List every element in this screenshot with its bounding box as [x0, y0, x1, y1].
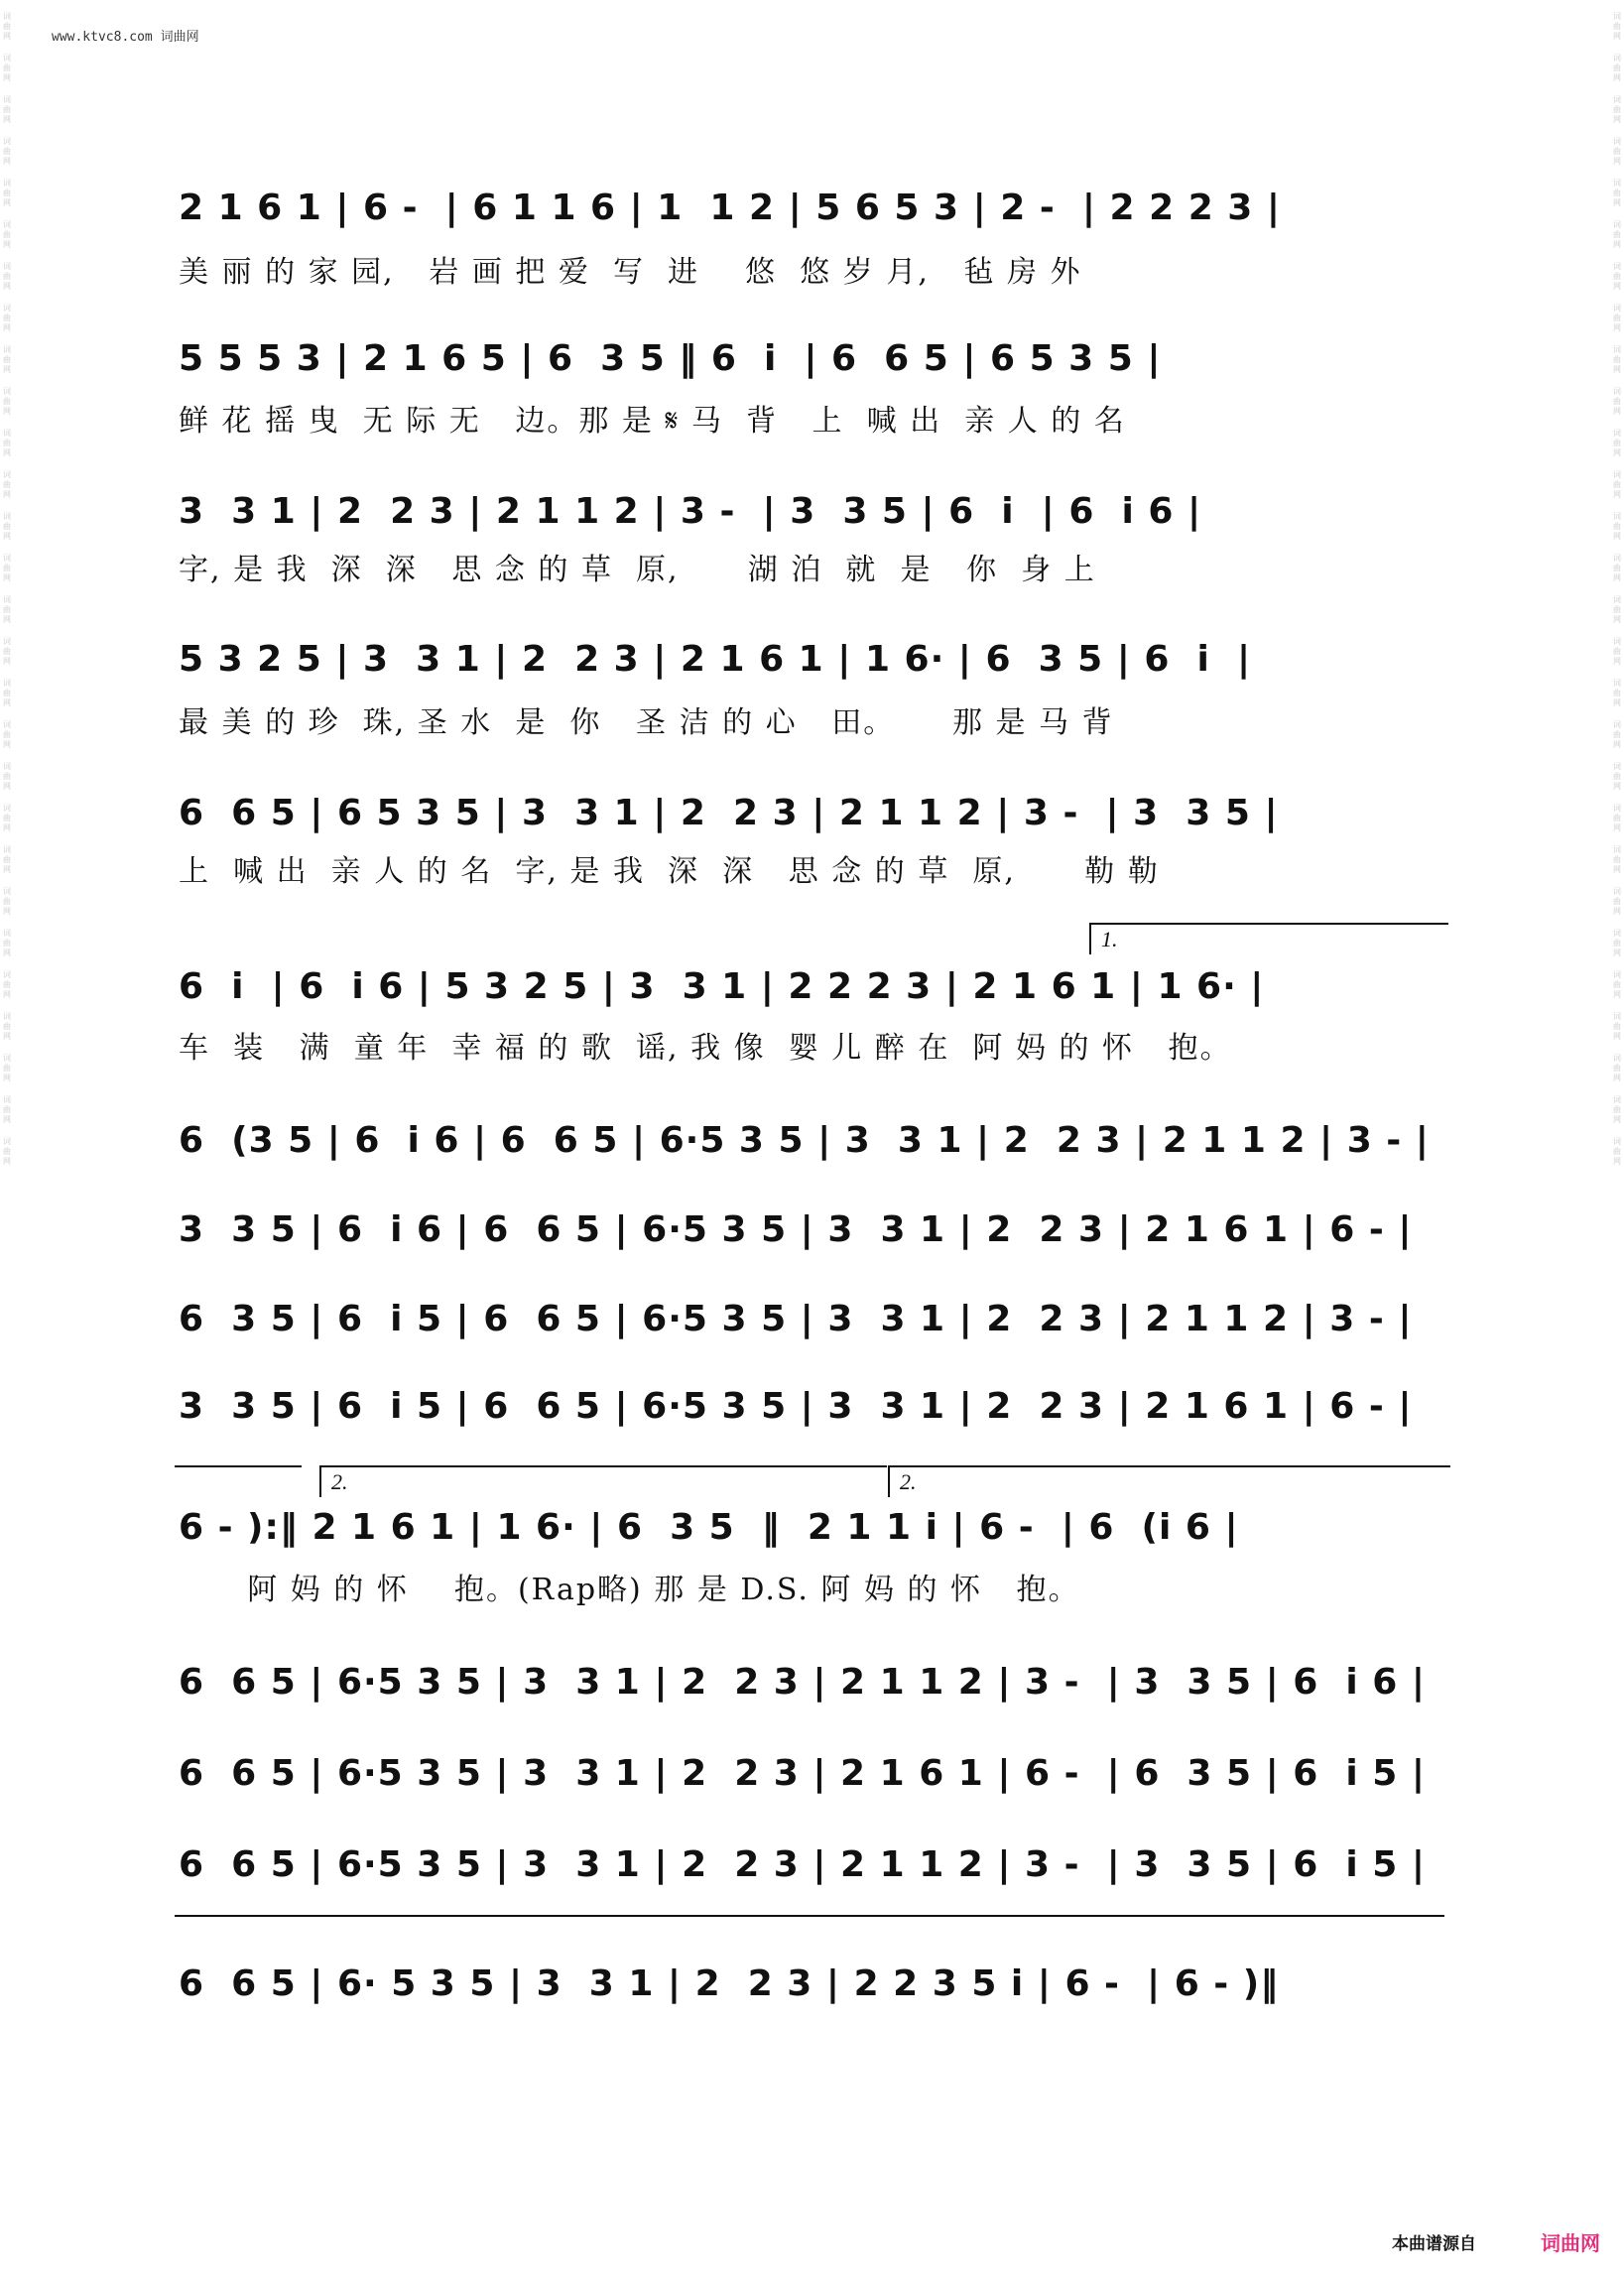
edge-watermark-text: 词曲网 [3, 1054, 11, 1082]
edge-watermark-text: 词曲网 [3, 1137, 11, 1166]
lyrics-row-5: 上 喊 出 亲 人 的 名 字, 是 我 深 深 思 念 的 草 原, 勒 勒 [179, 854, 1160, 889]
notation-row-12: 6 6 5 | 6·5 3 5 | 3 3 1 | 2 2 3 | 2 1 1 2 | 3 - | 3 3 5 | 6 i 6 | [179, 1662, 1426, 1703]
edge-watermark-text: 词曲网 [3, 554, 11, 582]
edge-watermark-text: 词曲网 [3, 220, 11, 249]
notation-row-13: 6 6 5 | 6·5 3 5 | 3 3 1 | 2 2 3 | 2 1 6 1 | 6 - | 6 3 5 | 6 i 5 | [179, 1753, 1426, 1794]
edge-watermark-text: 词曲网 [1613, 762, 1621, 791]
lyrics-row-2: 鲜 花 摇 曳 无 际 无 边。那 是 𝄋 马 背 上 喊 出 亲 人 的 名 [179, 404, 1126, 439]
footer-source-text: 本曲谱源自 [1392, 2234, 1476, 2254]
edge-watermark-text: 词曲网 [3, 262, 11, 291]
edge-watermark-text: 词曲网 [3, 95, 11, 124]
site-url: www.ktvc8.com 词曲网 [52, 30, 199, 45]
edge-watermark-text: 词曲网 [1613, 720, 1621, 749]
edge-watermark-text: 词曲网 [1613, 12, 1621, 41]
notation-row-10: 3 3 5 | 6 i 5 | 6 6 5 | 6·5 3 5 | 3 3 1 | 2 2 3 | 2 1 6 1 | 6 - | [179, 1386, 1413, 1427]
edge-watermark-text: 词曲网 [1613, 262, 1621, 291]
edge-watermark-text: 词曲网 [1613, 929, 1621, 957]
notation-row-11: 6 - ):‖ 2 1 6 1 | 1 6· | 6 3 5 ‖ 2 1 1 i | 6 - | 6 (i 6 | [179, 1507, 1239, 1548]
lyrics-row-6: 车 装 满 童 年 幸 福 的 歌 谣, 我 像 婴 儿 醉 在 阿 妈 的 怀 抱。 [179, 1031, 1232, 1066]
edge-watermark-text: 词曲网 [3, 929, 11, 957]
edge-watermark-text: 词曲网 [1613, 845, 1621, 874]
edge-watermark-text: 词曲网 [3, 304, 11, 332]
edge-watermark-text: 词曲网 [3, 345, 11, 374]
edge-watermark-text: 词曲网 [1613, 95, 1621, 124]
lyrics-row-3: 字, 是 我 深 深 思 念 的 草 原, 湖 泊 就 是 你 身 上 [179, 553, 1096, 587]
edge-watermark-text: 词曲网 [3, 679, 11, 707]
edge-watermark-text: 词曲网 [1613, 595, 1621, 624]
edge-watermark-text: 词曲网 [1613, 470, 1621, 499]
notation-row-6: 6 i | 6 i 6 | 5 3 2 5 | 3 3 1 | 2 2 2 3 | 2 1 6 1 | 1 6· | [179, 966, 1265, 1007]
edge-watermark-text: 词曲网 [1613, 304, 1621, 332]
edge-watermark-text: 词曲网 [1613, 54, 1621, 82]
edge-watermark-text: 词曲网 [1613, 1137, 1621, 1166]
volta-bracket-2b [888, 1465, 1450, 1497]
edge-watermark-text: 词曲网 [3, 179, 11, 207]
edge-watermark-text: 词曲网 [3, 429, 11, 457]
edge-watermark-text: 词曲网 [1613, 387, 1621, 416]
edge-watermark-text: 词曲网 [3, 137, 11, 166]
edge-watermark-text: 词曲网 [3, 720, 11, 749]
edge-watermark-text: 词曲网 [1613, 1054, 1621, 1082]
volta-bracket-2a [319, 1465, 887, 1497]
notation-row-14: 6 6 5 | 6·5 3 5 | 3 3 1 | 2 2 3 | 2 1 1 2 | 3 - | 3 3 5 | 6 i 5 | [179, 1844, 1426, 1885]
edge-watermark-text: 词曲网 [1613, 345, 1621, 374]
lyrics-row-1: 美 丽 的 家 园, 岩 画 把 爱 写 进 悠 悠 岁 月, 毡 房 外 [179, 255, 1082, 290]
edge-watermark-text: 词曲网 [3, 970, 11, 999]
lyrics-row-4: 最 美 的 珍 珠, 圣 水 是 你 圣 洁 的 心 田。 那 是 马 背 [179, 705, 1114, 740]
edge-watermark-text: 词曲网 [3, 762, 11, 791]
edge-watermark-text: 词曲网 [3, 595, 11, 624]
edge-watermark-text: 词曲网 [1613, 804, 1621, 832]
edge-watermark-text: 词曲网 [1613, 220, 1621, 249]
volta-2b-label: 2. [900, 1469, 917, 1494]
edge-watermark-text: 词曲网 [3, 12, 11, 41]
edge-watermark-text: 词曲网 [3, 637, 11, 666]
notation-row-5: 6 6 5 | 6 5 3 5 | 3 3 1 | 2 2 3 | 2 1 1 2 | 3 - | 3 3 5 | [179, 793, 1279, 833]
edge-watermark-text: 词曲网 [1613, 970, 1621, 999]
edge-watermark-text: 词曲网 [1613, 429, 1621, 457]
edge-watermark-text: 词曲网 [1613, 637, 1621, 666]
lyrics-row-11: 阿 妈 的 怀 抱。(Rap略) 那 是 D.S. 阿 妈 的 怀 抱。 [179, 1573, 1080, 1607]
notation-row-2: 5 5 5 3 | 2 1 6 5 | 6 3 5 ‖ 6 i | 6 6 5 | 6 5 3 5 | [179, 338, 1162, 379]
edge-watermark-text: 词曲网 [3, 887, 11, 916]
footer-brand-logo[interactable]: 词曲网 [1541, 2231, 1600, 2255]
volta-2a-label: 2. [331, 1469, 348, 1494]
edge-watermark-text: 词曲网 [1613, 887, 1621, 916]
edge-watermark-text: 词曲网 [1613, 1095, 1621, 1124]
system-line [175, 1915, 1444, 1917]
edge-watermark-text: 词曲网 [1613, 1012, 1621, 1041]
edge-watermark-text: 词曲网 [3, 470, 11, 499]
notation-row-1: 2 1 6 1 | 6 - | 6 1 1 6 | 1 1 2 | 5 6 5 3 | 2 - | 2 2 2 3 | [179, 188, 1282, 228]
edge-watermark-text: 词曲网 [3, 1012, 11, 1041]
notation-row-9: 6 3 5 | 6 i 5 | 6 6 5 | 6·5 3 5 | 3 3 1 | 2 2 3 | 2 1 1 2 | 3 - | [179, 1299, 1413, 1339]
edge-watermark-text: 词曲网 [3, 387, 11, 416]
edge-watermark-text: 词曲网 [1613, 137, 1621, 166]
notation-row-3: 3 3 1 | 2 2 3 | 2 1 1 2 | 3 - | 3 3 5 | 6 i | 6 i 6 | [179, 491, 1202, 532]
edge-watermark-text: 词曲网 [3, 845, 11, 874]
notation-row-8: 3 3 5 | 6 i 6 | 6 6 5 | 6·5 3 5 | 3 3 1 | 2 2 3 | 2 1 6 1 | 6 - | [179, 1209, 1413, 1250]
edge-watermark-text: 词曲网 [3, 54, 11, 82]
volta-1-label: 1. [1101, 927, 1118, 951]
system-line [175, 1465, 302, 1467]
edge-watermark-text: 词曲网 [3, 1095, 11, 1124]
edge-watermark-text: 词曲网 [1613, 179, 1621, 207]
notation-row-7: 6 (3 5 | 6 i 6 | 6 6 5 | 6·5 3 5 | 3 3 1 | 2 2 3 | 2 1 1 2 | 3 - | [179, 1120, 1430, 1161]
left-watermark-strip [0, 0, 14, 2277]
edge-watermark-text: 词曲网 [1613, 512, 1621, 541]
edge-watermark-text: 词曲网 [1613, 679, 1621, 707]
edge-watermark-text: 词曲网 [3, 512, 11, 541]
volta-bracket-1 [1089, 923, 1448, 954]
edge-watermark-text: 词曲网 [3, 804, 11, 832]
notation-row-15: 6 6 5 | 6· 5 3 5 | 3 3 1 | 2 2 3 | 2 2 3 5 i | 6 - | 6 - )‖ [179, 1963, 1280, 2004]
right-watermark-strip [1610, 0, 1624, 2277]
notation-row-4: 5 3 2 5 | 3 3 1 | 2 2 3 | 2 1 6 1 | 1 6· | 6 3 5 | 6 i | [179, 639, 1252, 680]
edge-watermark-text: 词曲网 [1613, 554, 1621, 582]
